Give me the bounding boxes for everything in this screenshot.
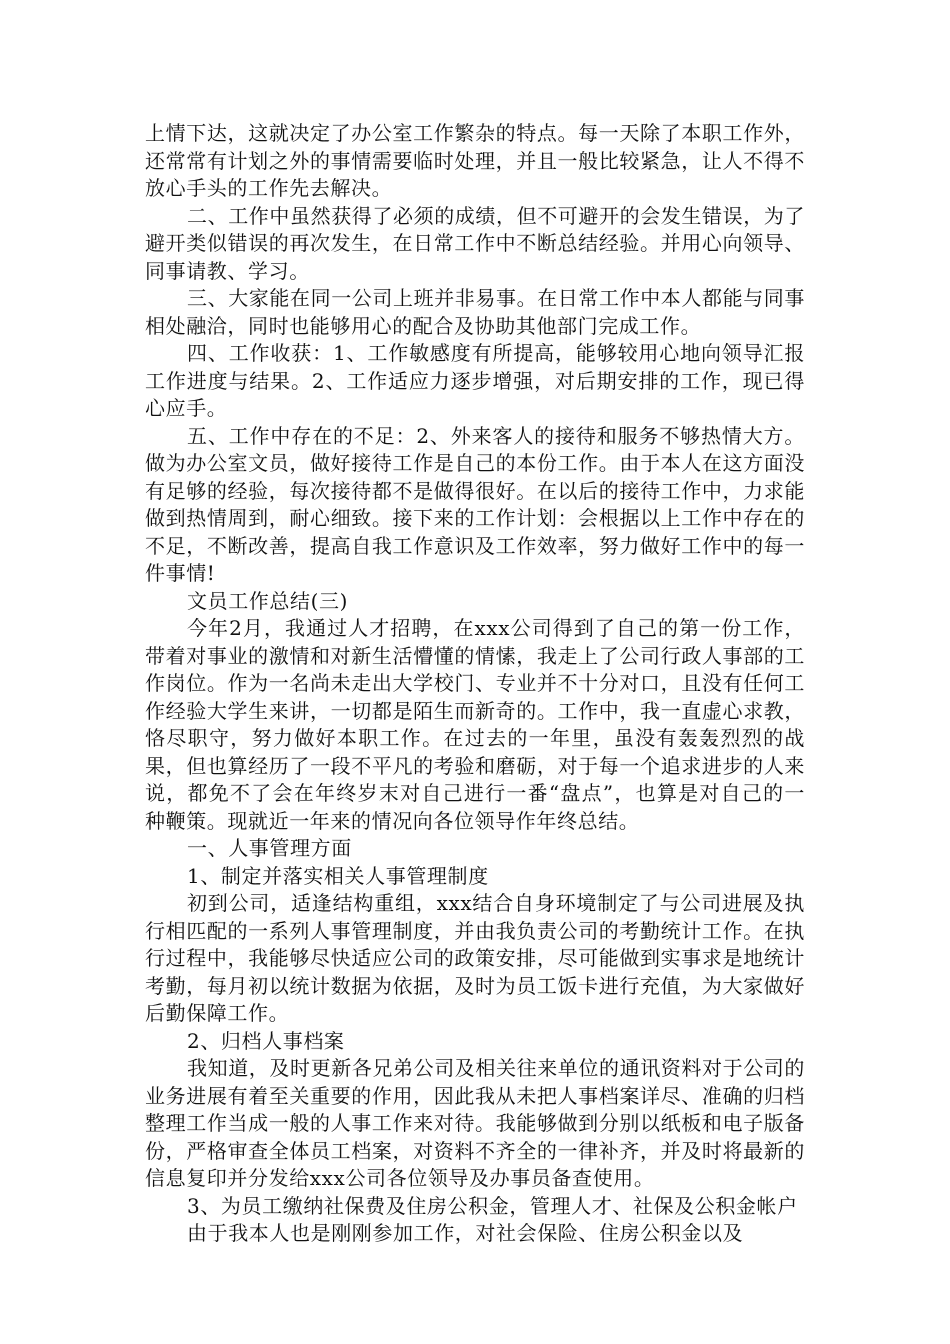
- section-heading: 文员工作总结(三): [187, 588, 349, 613]
- paragraph-social-security: 由于我本人也是刚刚参加工作，对社会保险、住房公积金以及: [187, 1221, 744, 1245]
- paragraph-item-3: 三、大家能在同一公司上班并非易事。在日常工作中本人都能与同事相处融洽，同时也能够用心的配合及协助其他部门完成工作。: [145, 286, 805, 338]
- paragraph-archives: 我知道，及时更新各兄弟公司及相关往来单位的通讯资料对于公司的业务进展有着至关重要的作用，因此我从未把人事档案详尽、准确的归档整理工作当成一般的人事工作来对待。我能够做到分别以纸板和电子版备份，严格审查全体员工档案，对资料不齐全的一律补齐，并及时将最新的信息复印并分发给xxx公司各位领导及办事员备查使用。: [145, 1056, 805, 1190]
- document-page: [145, 120, 805, 1248]
- paragraph-item-5: 五、工作中存在的不足：2、外来客人的接待和服务不够热情大方。做为办公室文员，做好接待工作是自己的本份工作。由于本人在这方面没有足够的经验，每次接待都不是做得很好。在以后的接待工作中，力求能做到热情周到，耐心细致。接下来的工作计划：会根据以上工作中存在的不足，不断改善，提高自我工作意识及工作效率，努力做好工作中的每一件事情!: [145, 423, 805, 585]
- paragraph-continuation: 上情下达，这就决定了办公室工作繁杂的特点。每一天除了本职工作外，还常常有计划之外的事情需要临时处理，并且一般比较紧急，让人不得不放心手头的工作先去解决。: [145, 121, 805, 200]
- subheading-1: 1、制定并落实相关人事管理制度: [187, 863, 489, 888]
- subheading-personnel: 一、人事管理方面: [187, 836, 352, 860]
- paragraph-attendance: 初到公司，适逢结构重组，xxx结合自身环境制定了与公司进展及执行相匹配的一系列人事管理制度，并由我负责公司的考勤统计工作。在执行过程中，我能够尽快适应公司的政策安排，尽可能做到实事求是地统计考勤，每月初以统计数据为依据，及时为员工饭卡进行充值，为大家做好后勤保障工作。: [145, 891, 805, 1025]
- paragraph-item-2: 二、工作中虽然获得了必须的成绩，但不可避开的会发生错误，为了避开类似错误的再次发生，在日常工作中不断总结经验。并用心向领导、同事请教、学习。: [145, 203, 805, 283]
- subheading-3: 3、为员工缴纳社保费及住房公积金，管理人才、社保及公积金帐户: [187, 1193, 798, 1218]
- subheading-2: 2、归档人事档案: [187, 1028, 345, 1053]
- paragraph-intro: 今年2月，我通过人才招聘，在xxx公司得到了自己的第一份工作，带着对事业的激情和对新生活懵懂的情愫，我走上了公司行政人事部的工作岗位。作为一名尚未走出大学校门、专业并不十分对口，且没有任何工作经验大学生来讲，一切都是陌生而新奇的。工作中，我一直虚心求教，恪尽职守，努力做好本职工作。在过去的一年里，虽没有轰轰烈烈的战果，但也算经历了一段不平凡的考验和磨砺，对于每一个追求进步的人来说，都免不了会在年终岁末对自己进行一番“盘点”，也算是对自己的一种鞭策。现就近一年来的情况向各位领导作年终总结。: [145, 616, 805, 833]
- paragraph-item-4: 四、工作收获：1、工作敏感度有所提高，能够较用心地向领导汇报工作进度与结果。2、工作适应力逐步增强，对后期安排的工作，现已得心应手。: [145, 341, 805, 420]
